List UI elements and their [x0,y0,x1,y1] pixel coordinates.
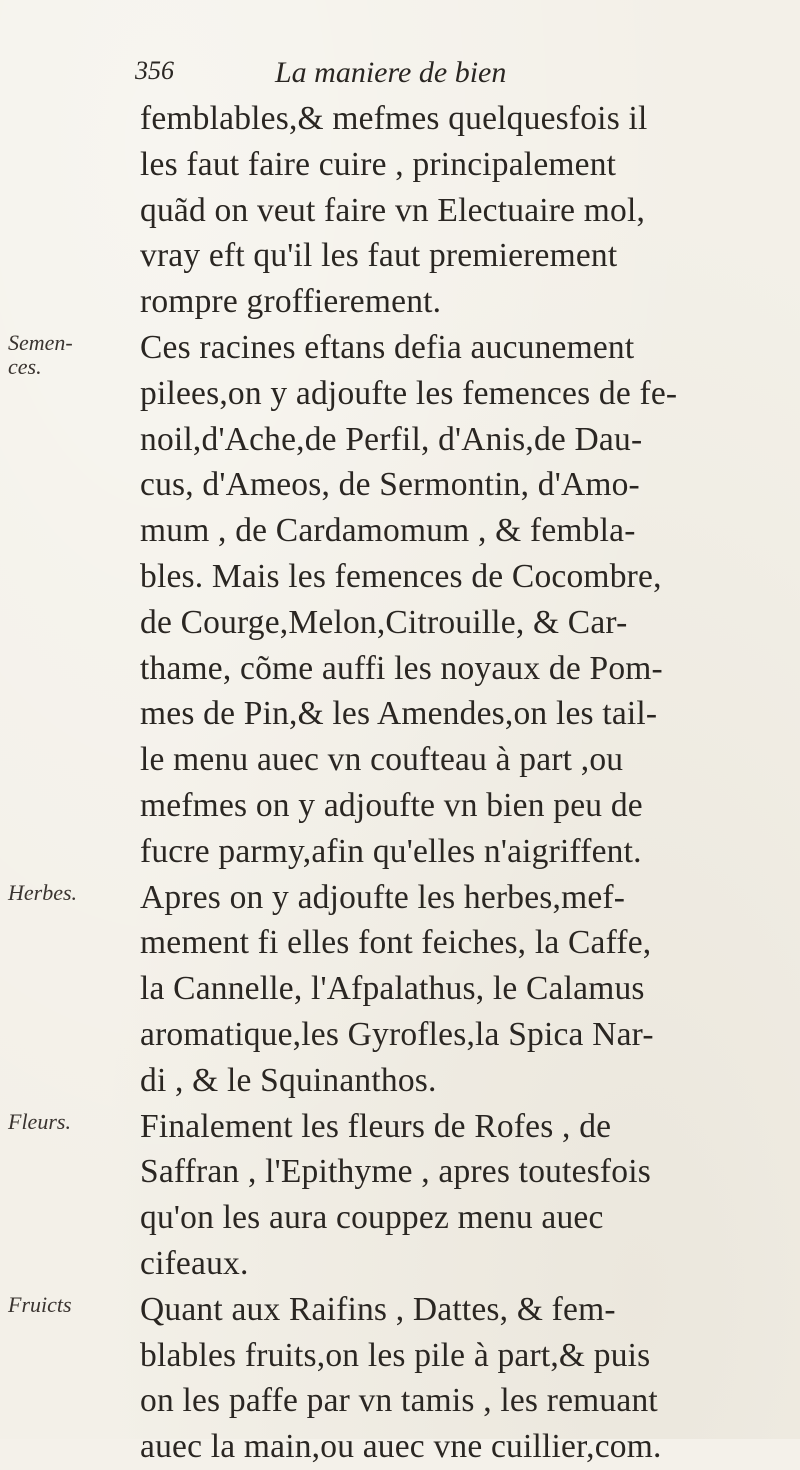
page-number: 356 [135,56,174,85]
text-line: mes de Pin,& les Amendes,on les tail- [140,695,658,733]
text-line: vray eft qu'il les faut premierement [140,237,618,275]
marginal-note: Fleurs. [8,1108,71,1134]
text-line: Finalement les fleurs de Rofes , de [140,1107,612,1145]
marginal-note: Fruicts [8,1291,72,1317]
text-line: femblables,& mefmes quelquesfois il [140,100,648,137]
text-line: Apres on y adjoufte les herbes,mef- [140,878,626,916]
text-line: cus, d'Ameos, de Sermontin, d'Amo- [140,466,640,504]
text-line: mefmes on y adjoufte vn bien peu de [140,786,643,824]
body-text [140,96,800,1470]
text-line: auec la main,ou auec vne cuillier,com. [140,1428,662,1466]
text-line: rompre groffierement. [140,283,442,321]
text-line: cifeaux. [140,1244,249,1282]
text-line: pilees,on y adjoufte les femences de fe- [140,374,678,412]
text-line: fucre parmy,afin qu'elles n'aigriffent. [140,832,642,870]
running-title: La maniere de bien [275,56,507,89]
text-line: bles. Mais les femences de Cocombre, [140,557,662,595]
text-line: thame, cõme auffi les noyaux de Pom- [140,649,663,687]
text-line: Ces racines eftans defia aucunement [140,328,635,366]
text-line: mum , de Cardamomum , & fembla- [140,512,636,550]
text-line: qu'on les aura couppez menu auec [140,1199,604,1237]
text-line: le menu auec vn coufteau à part ,ou [140,741,624,779]
text-line: noil,d'Ache,de Perfil, d'Anis,de Dau- [140,420,643,458]
text-line: de Courge,Melon,Citrouille, & Car- [140,603,628,641]
text-line: blables fruits,on les pile à part,& puis [140,1336,651,1374]
text-line: on les paffe par vn tamis , les remuant [140,1382,658,1420]
text-line: la Cannelle, l'Afpalathus, le Calamus [140,970,645,1008]
marginal-note: Herbes. [8,879,78,905]
text-line: les faut faire cuire , principalement [140,145,617,183]
text-line: mement fi elles font feiches, la Caffe, [140,924,652,962]
text-line: Saffran , l'Epithyme , apres toutesfois [140,1153,651,1191]
text-line: di , & le Squinanthos. [140,1061,437,1099]
text-line: Quant aux Raifins , Dattes, & fem- [140,1290,616,1328]
text-line: aromatique,les Gyrofles,la Spica Nar- [140,1015,654,1053]
text-line: quãd on veut faire vn Electuaire mol, [140,191,646,229]
marginal-note: Semen- ces. [8,330,73,379]
page-header [135,56,695,96]
